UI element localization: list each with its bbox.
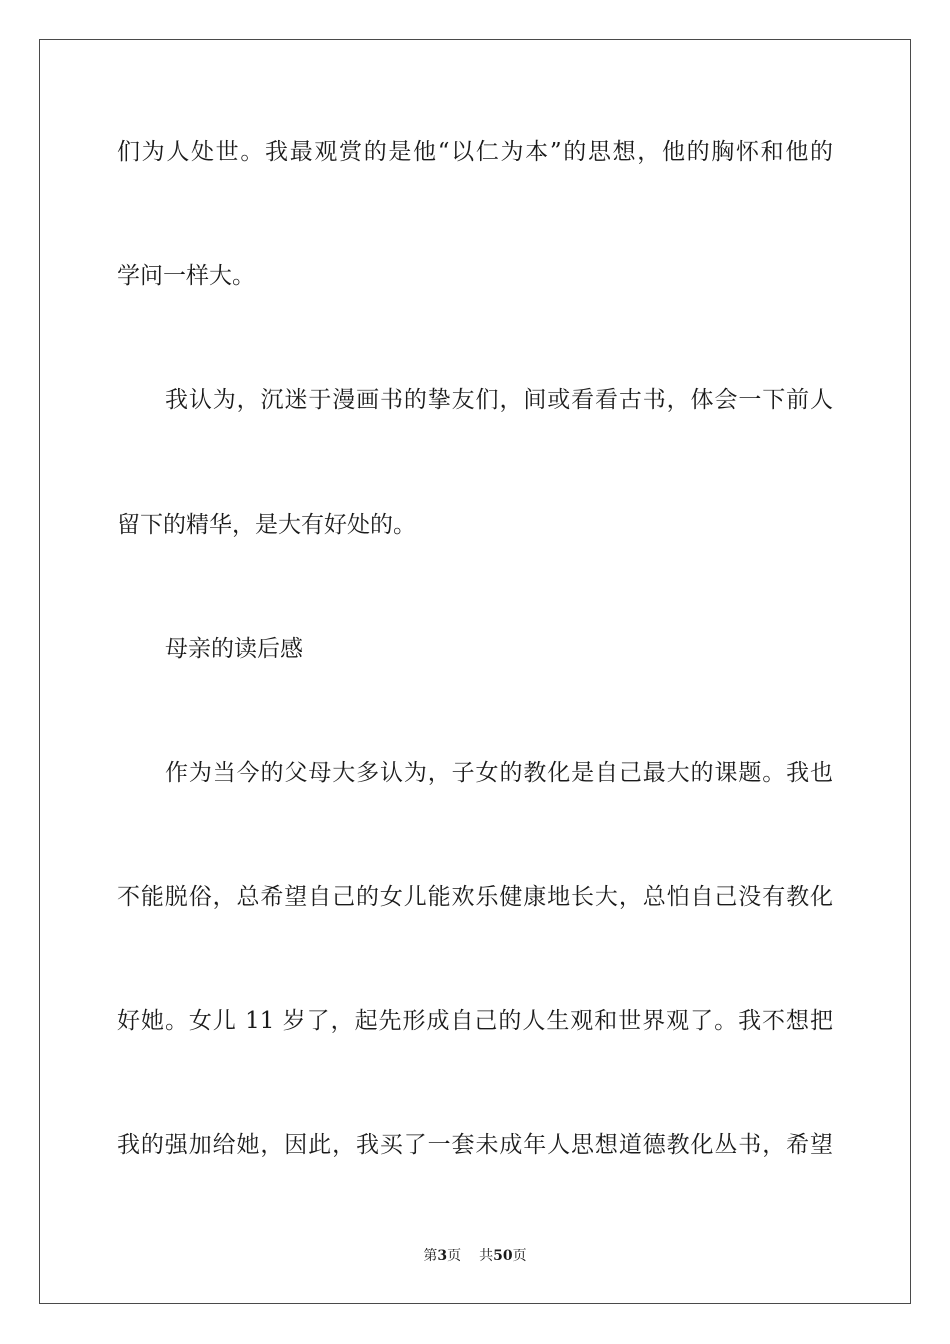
footer-total-prefix: 共 xyxy=(479,1248,494,1264)
text-line-3: 我认为，沉迷于漫画书的挚友们，间或看看古书，体会一下前人 xyxy=(165,387,833,413)
page-footer xyxy=(0,1247,950,1265)
text-line-4: 留下的精华，是大有好处的。 xyxy=(117,512,416,538)
text-line-1: 们为人处世。我最观赏的是他“以仁为本”的思想，他的胸怀和他的 xyxy=(117,139,833,165)
text-line-8: 好她。女儿 11 岁了，起先形成自己的人生观和世界观了。我不想把 xyxy=(117,1008,833,1034)
footer-total-pages: 50 xyxy=(493,1248,513,1264)
footer-total-suffix: 页 xyxy=(512,1248,527,1264)
text-line-6: 作为当今的父母大多认为，子女的教化是自己最大的课题。我也 xyxy=(165,760,833,786)
footer-prefix: 第 xyxy=(423,1248,438,1264)
text-line-9: 我的强加给她，因此，我买了一套未成年人思想道德教化丛书，希望 xyxy=(117,1132,833,1158)
footer-page-number: 3 xyxy=(437,1248,448,1264)
section-heading: 母亲的读后感 xyxy=(165,636,303,662)
text-line-7: 不能脱俗，总希望自己的女儿能欢乐健康地长大，总怕自己没有教化 xyxy=(117,884,833,910)
footer-page-suffix: 页 xyxy=(447,1248,462,1264)
page-border xyxy=(39,39,911,1304)
text-line-2: 学问一样大。 xyxy=(117,263,255,289)
